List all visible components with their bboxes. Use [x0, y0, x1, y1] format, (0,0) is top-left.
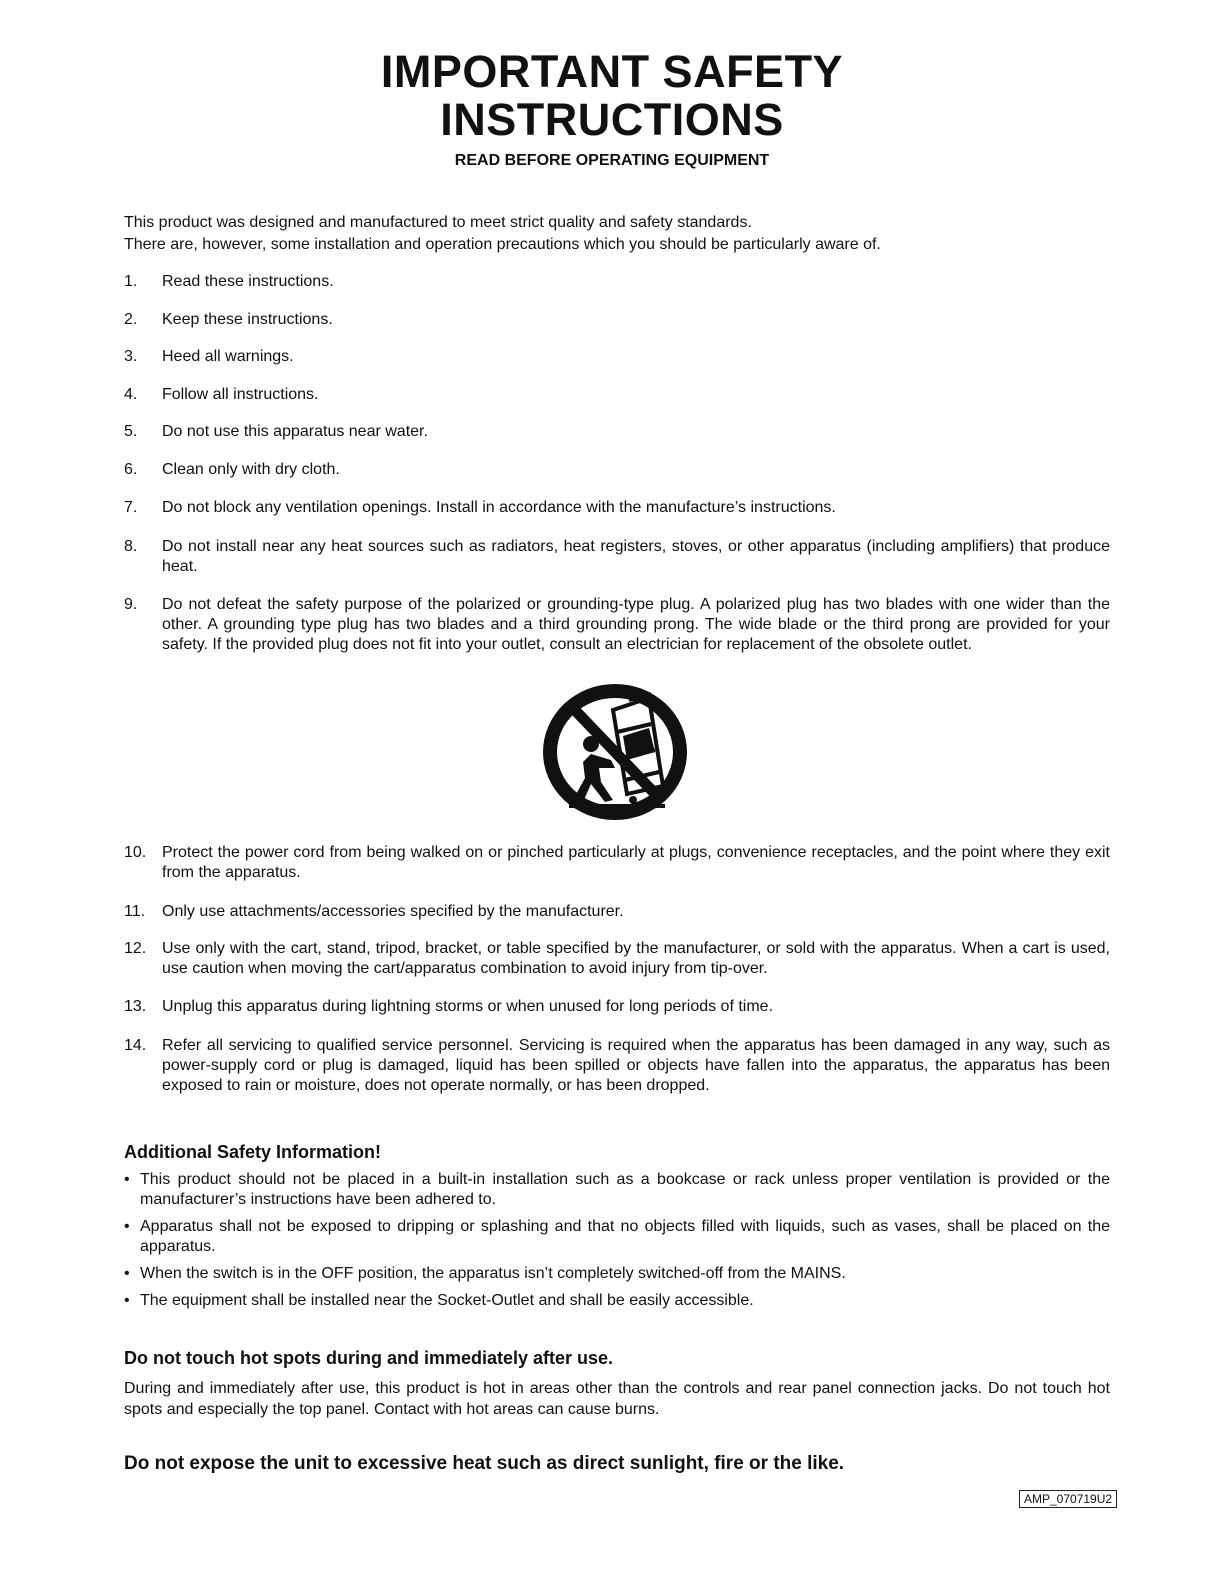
hot-spots-heading: Do not touch hot spots during and immediately after use.: [124, 1348, 614, 1368]
instruction-number: 4.: [124, 386, 138, 403]
instruction-number: 6.: [124, 461, 138, 478]
bullet-text: Apparatus shall not be exposed to dripping or splashing and that no objects filled with liquids, such as vases, shall be placed on the apparatus.: [140, 1218, 1110, 1255]
instruction-text: Protect the power cord from being walked on or pinched particularly at plugs, convenience receptacles, and the point where they exit from the apparatus.: [162, 844, 1110, 881]
instruction-number: 2.: [124, 311, 138, 328]
instruction-item: [124, 1036, 1110, 1096]
page-subtitle: READ BEFORE OPERATING EQUIPMENT: [454, 152, 770, 169]
instruction-text: Clean only with dry cloth.: [162, 461, 340, 478]
instruction-text: Do not install near any heat sources such as radiators, heat registers, stoves, or other apparatus (including amplifiers) that produce heat.: [162, 538, 1110, 575]
additional-safety-heading: Additional Safety Information!: [124, 1142, 382, 1162]
title-line-1: IMPORTANT SAFETY: [380, 46, 844, 97]
bullet-text: When the switch is in the OFF position, the apparatus isn’t completely switched-off from the MAINS.: [140, 1265, 846, 1282]
instruction-number: 7.: [124, 499, 138, 516]
list-item: [124, 1291, 1110, 1311]
instruction-number: 14.: [124, 1037, 147, 1054]
instruction-text: Keep these instructions.: [162, 311, 333, 328]
instruction-item: [124, 498, 1110, 518]
instruction-item: [124, 422, 1110, 442]
instruction-text: Only use attachments/accessories specified by the manufacturer.: [162, 903, 624, 920]
bullet-text: The equipment shall be installed near the Socket-Outlet and shall be easily accessible.: [140, 1292, 754, 1309]
bullet-glyph: •: [124, 1292, 130, 1309]
title-line-2: INSTRUCTIONS: [440, 94, 784, 145]
instruction-item: [124, 460, 1110, 480]
additional-safety-list: [124, 1170, 1110, 1318]
document-code: AMP_070719U2: [1019, 1490, 1117, 1508]
bullet-glyph: •: [124, 1171, 130, 1188]
instruction-number: 3.: [124, 348, 138, 365]
intro-paragraph: [124, 212, 1114, 256]
instruction-text: Read these instructions.: [162, 273, 334, 290]
bullet-glyph: •: [124, 1265, 130, 1282]
hot-spots-paragraph: During and immediately after use, this product is hot in areas other than the controls and rear panel connection jacks. Do not touch hot spots and especially the top panel. Contact with hot areas can cause burns.: [124, 1380, 1110, 1418]
instruction-text: Follow all instructions.: [162, 386, 319, 403]
instruction-item: [124, 272, 1110, 292]
instruction-text: Do not use this apparatus near water.: [162, 423, 428, 440]
instruction-text: Refer all servicing to qualified service personnel. Servicing is required when the apparatus has been damaged in any way, such as power-supply cord or plug is damaged, liquid has been spilled or objects have fallen into the apparatus, the apparatus has been exposed to rain or moisture, does not operate normally, or has been dropped.: [162, 1037, 1110, 1094]
intro-line-1: This product was designed and manufactured to meet strict quality and safety standards.: [124, 214, 752, 231]
instruction-item: [124, 385, 1110, 405]
instruction-item: [124, 595, 1110, 655]
bullet-text: This product should not be placed in a built-in installation such as a bookcase or rack unless proper ventilation is provided or the manufacturer’s instructions have been adhered to.: [140, 1171, 1110, 1208]
instruction-item: [124, 939, 1110, 979]
cart-tip-over-warning-icon: [541, 682, 689, 822]
list-item: [124, 1217, 1110, 1257]
instruction-item: [124, 997, 1110, 1017]
instruction-item: [124, 347, 1110, 367]
instruction-item: [124, 310, 1110, 330]
instruction-text: Unplug this apparatus during lightning storms or when unused for long periods of time.: [162, 998, 774, 1015]
instruction-number: 9.: [124, 596, 138, 613]
instruction-item: [124, 843, 1110, 883]
instruction-text: Use only with the cart, stand, tripod, bracket, or table specified by the manufacturer, or sold with the apparatus. When a cart is used, use caution when moving the cart/apparatus combination to avoid injury from tip-over.: [162, 940, 1110, 977]
instruction-number: 13.: [124, 998, 147, 1015]
list-item: [124, 1264, 1110, 1284]
heat-warning-heading: Do not expose the unit to excessive heat such as direct sunlight, fire or the like.: [124, 1453, 845, 1474]
intro-line-2: There are, however, some installation and operation precautions which you should be particularly aware of.: [124, 236, 881, 253]
instruction-number: 11.: [124, 903, 146, 920]
instruction-text: Heed all warnings.: [162, 348, 294, 365]
instruction-number: 10.: [124, 844, 147, 861]
instruction-number: 8.: [124, 538, 138, 555]
list-item: [124, 1170, 1110, 1210]
instruction-text: Do not defeat the safety purpose of the polarized or grounding-type plug. A polarized plug has two blades with one wider than the other. A grounding type plug has two blades and a third grounding prong. The wide blade or the third prong are provided for your safety. If the provided plug does not fit into your outlet, consult an electrician for replacement of the obsolete outlet.: [162, 596, 1110, 653]
instruction-number: 1.: [124, 273, 138, 290]
instruction-number: 5.: [124, 423, 138, 440]
bullet-glyph: •: [124, 1218, 130, 1235]
page-title: [0, 48, 1224, 144]
instruction-item: [124, 902, 1110, 922]
instruction-item: [124, 537, 1110, 577]
instruction-number: 12.: [124, 940, 147, 957]
instruction-text: Do not block any ventilation openings. Install in accordance with the manufacture’s instructions.: [162, 499, 836, 516]
